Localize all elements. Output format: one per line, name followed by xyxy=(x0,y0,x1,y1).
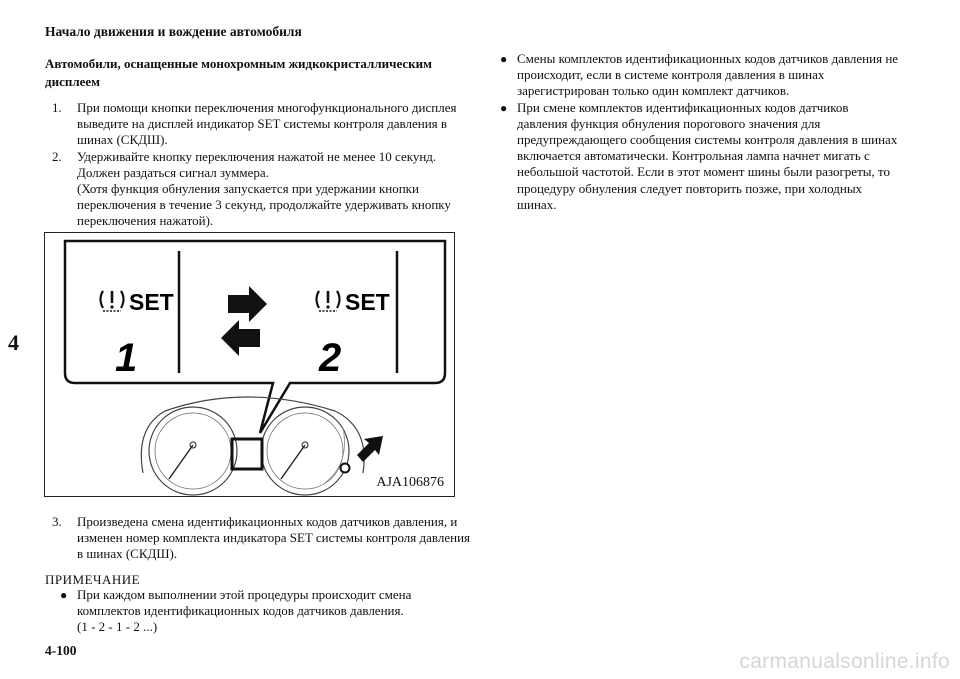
bullet-icon: ● xyxy=(60,588,68,602)
tachometer-gauge xyxy=(261,407,349,495)
step-text: При помощи кнопки переключения многофункционального дисплея выведите на дисплей индикатор SET системы контроля давления в шинах (СКДШ). xyxy=(77,100,457,148)
bullet-icon: ● xyxy=(500,100,508,115)
note-text-block xyxy=(77,587,460,636)
instrument-cluster-figure xyxy=(44,232,455,497)
speedometer-inner-ring xyxy=(155,413,231,489)
step-3 xyxy=(52,514,472,563)
tpms-icon xyxy=(317,291,340,311)
note-title: ПРИМЕЧАНИЕ xyxy=(45,572,141,587)
step-1 xyxy=(52,100,472,149)
right-column-text: При смене комплектов идентификационных кодов датчиков давления функция обнуления порогового значения для предупреждающего сообщения системы контроля давления в шинах включается автоматически. Контрольная лампа начнет мигать с небольшой частотой. Если в этот момент шины были разогреты, то процедуру обнуления следует повторить позже, при холодных шинах. xyxy=(517,99,898,212)
speedometer-needle xyxy=(169,445,193,479)
step-2 xyxy=(52,149,472,230)
arrow-right-icon xyxy=(228,286,267,322)
cluster-bezel xyxy=(141,397,364,473)
step-extra-text: (Хотя функция обнуления запускается при удержании кнопки переключения в течение 3 секунд, продолжайте удерживать кнопку переключения нажатой). xyxy=(77,181,451,229)
page-number: 4-100 xyxy=(45,643,77,658)
step-number: 2. xyxy=(52,148,62,164)
right-column-item xyxy=(500,51,900,100)
set-indicator-right: SET xyxy=(345,289,390,315)
tpms-icon xyxy=(101,291,124,311)
note-list xyxy=(60,587,460,636)
page-header-title: Начало движения и вождение автомобиля xyxy=(45,24,302,39)
right-column-item xyxy=(500,100,900,213)
step-text: Удерживайте кнопку переключения нажатой не менее 10 секунд. Должен раздаться сигнал зуммера. xyxy=(77,148,437,180)
set-indicator-left: SET xyxy=(129,289,174,315)
display-switch-button xyxy=(341,464,350,473)
arrow-left-icon xyxy=(221,320,260,356)
step-text-block xyxy=(77,149,472,230)
right-column xyxy=(500,51,900,213)
bullet-icon: ● xyxy=(500,52,508,66)
tachometer-inner-ring xyxy=(267,413,343,489)
steps-list xyxy=(52,100,472,230)
set-number-right: 2 xyxy=(319,336,342,380)
note-text: При каждом выполнении этой процедуры происходит смена комплектов идентификационных кодов датчиков давления. xyxy=(77,587,412,619)
speedometer-gauge xyxy=(149,407,237,495)
watermark: carmanualsonline.info xyxy=(739,650,950,673)
step-number: 1. xyxy=(52,100,62,115)
note-extra-text: (1 - 2 - 1 - 2 ...) xyxy=(77,619,158,635)
step-number: 3. xyxy=(52,514,62,529)
set-number-left: 1 xyxy=(115,336,138,380)
cluster-illustration xyxy=(45,233,454,496)
section-subheading: Автомобили, оснащенные монохромным жидкокристаллическим дисплеем xyxy=(45,56,432,89)
figure-label: AJA106876 xyxy=(376,475,444,490)
step-text: Произведена смена идентификационных кодов датчиков давления, и изменен номер комплекта индикатора SET системы контроля давления в шинах (СКДШ). xyxy=(77,514,471,562)
chapter-tab: 4 xyxy=(8,330,19,355)
right-column-text: Смены комплектов идентификационных кодов датчиков давления не происходит, если в системе контроля давления в шинах зарегистрирован только один комплект датчиков. xyxy=(517,51,899,99)
tachometer-needle xyxy=(281,445,305,479)
note-item xyxy=(60,587,460,636)
